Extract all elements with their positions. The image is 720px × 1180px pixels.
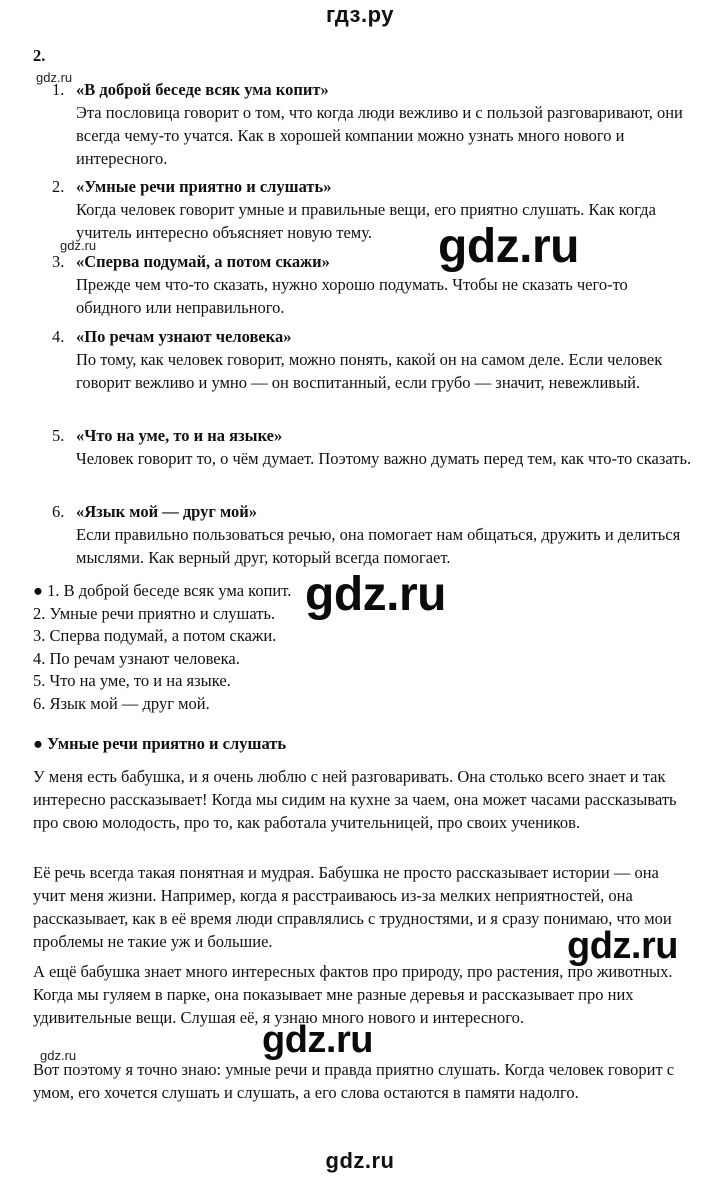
task-number: 2. (33, 46, 46, 65)
essay-paragraph: У меня есть бабушка, и я очень люблю с ней разговаривать. Она столько всего знает и так интересно рассказывает! Когда мы сидим на кухне за чаем, она может часами рассказывать про свою молодость, про то, как работала учительницей, про своих учеников. (33, 767, 677, 832)
proverb-explanation: Когда человек говорит умные и правильные вещи, его приятно слушать. Как когда учитель интересно объясняет новую тему. (76, 200, 656, 242)
site-footer: gdz.ru (325, 1148, 395, 1173)
watermark: gdz.ru (40, 1048, 77, 1063)
proverb-title: «Язык мой — друг мой» (76, 502, 258, 521)
proverb-title: «В доброй беседе всяк ума копит» (76, 80, 329, 99)
list-item: 4. По речам узнают человека. (33, 648, 240, 668)
proverb-item (52, 78, 692, 170)
watermark: gdz.ru (438, 220, 579, 273)
watermark: gdz.ru (305, 568, 446, 621)
proverb-explanation: Прежде чем что-то сказать, нужно хорошо подумать. Чтобы не сказать чего-то обидного или неправильного. (76, 275, 628, 317)
list-item: 6. Язык мой — друг мой. (33, 693, 210, 713)
proverb-title: «Что на уме, то и на языке» (76, 426, 283, 445)
site-header: гдз.ру (326, 2, 394, 27)
proverb-title: «Сперва подумай, а потом скажи» (76, 252, 330, 271)
watermark: gdz.ru (60, 238, 97, 253)
proverb-item (52, 250, 692, 319)
proverb-explanation: Эта пословица говорит о том, что когда люди вежливо и с пользой разговаривают, они всегда чему-то учатся. Как в хорошей компании можно узнать много нового и интересного. (76, 103, 683, 168)
proverb-item (52, 500, 692, 569)
proverb-item (52, 175, 692, 244)
essay-paragraph: Вот поэтому я точно знаю: умные речи и правда приятно слушать. Когда человек говорит с умом, его хочется слушать и слушать, а его слова остаются в памяти надолго. (33, 1060, 675, 1102)
watermark: gdz.ru (262, 1019, 373, 1061)
proverb-number: 3. (52, 252, 65, 271)
list-item: ● 1. В доброй беседе всяк ума копит. (33, 581, 292, 600)
proverb-number: 6. (52, 502, 65, 521)
watermark: gdz.ru (36, 70, 73, 85)
proverb-item (52, 325, 692, 394)
proverb-explanation: Человек говорит то, о чём думает. Поэтому важно думать перед тем, как что-то сказать. (76, 449, 692, 468)
essay-paragraph: Её речь всегда такая понятная и мудрая. Бабушка не просто рассказывает истории — она учит меня жизни. Например, когда я расстраиваюсь из-за мелких неприятностей, она рассказывает, как в её время люди справлялись с трудностями, и я сразу понимаю, что мои проблемы не такие уж и большие. (33, 863, 672, 951)
proverb-number: 2. (52, 177, 65, 196)
list-item: 3. Сперва подумай, а потом скажи. (33, 626, 277, 646)
proverb-explanation: По тому, как человек говорит, можно понять, какой он на самом деле. Если человек говорит вежливо и умно — он воспитанный, если грубо — значит, невежливый. (76, 350, 663, 392)
proverb-explanation: Если правильно пользоваться речью, она помогает нам общаться, дружить и делиться мыслями. Как верный друг, который всегда помогает. (76, 525, 681, 567)
proverb-title: «По речам узнают человека» (76, 327, 292, 346)
list-item: 2. Умные речи приятно и слушать. (33, 603, 276, 623)
watermark: gdz.ru (567, 925, 678, 967)
proverb-number: 5. (52, 426, 65, 445)
proverb-number: 4. (52, 327, 65, 346)
proverb-item (52, 424, 692, 470)
essay-title: ● Умные речи приятно и слушать (33, 734, 287, 753)
essay-paragraph: А ещё бабушка знает много интересных фактов про природу, про растения, про животных. Когда мы гуляем в парке, она показывает мне разные деревья и рассказывает про них удивительные вещи. Слушая её, я узнаю много нового и интересного. (33, 962, 673, 1027)
list-item: 5. Что на уме, то и на языке. (33, 671, 231, 691)
proverb-number: 1. (52, 80, 65, 99)
proverb-title: «Умные речи приятно и слушать» (76, 177, 332, 196)
